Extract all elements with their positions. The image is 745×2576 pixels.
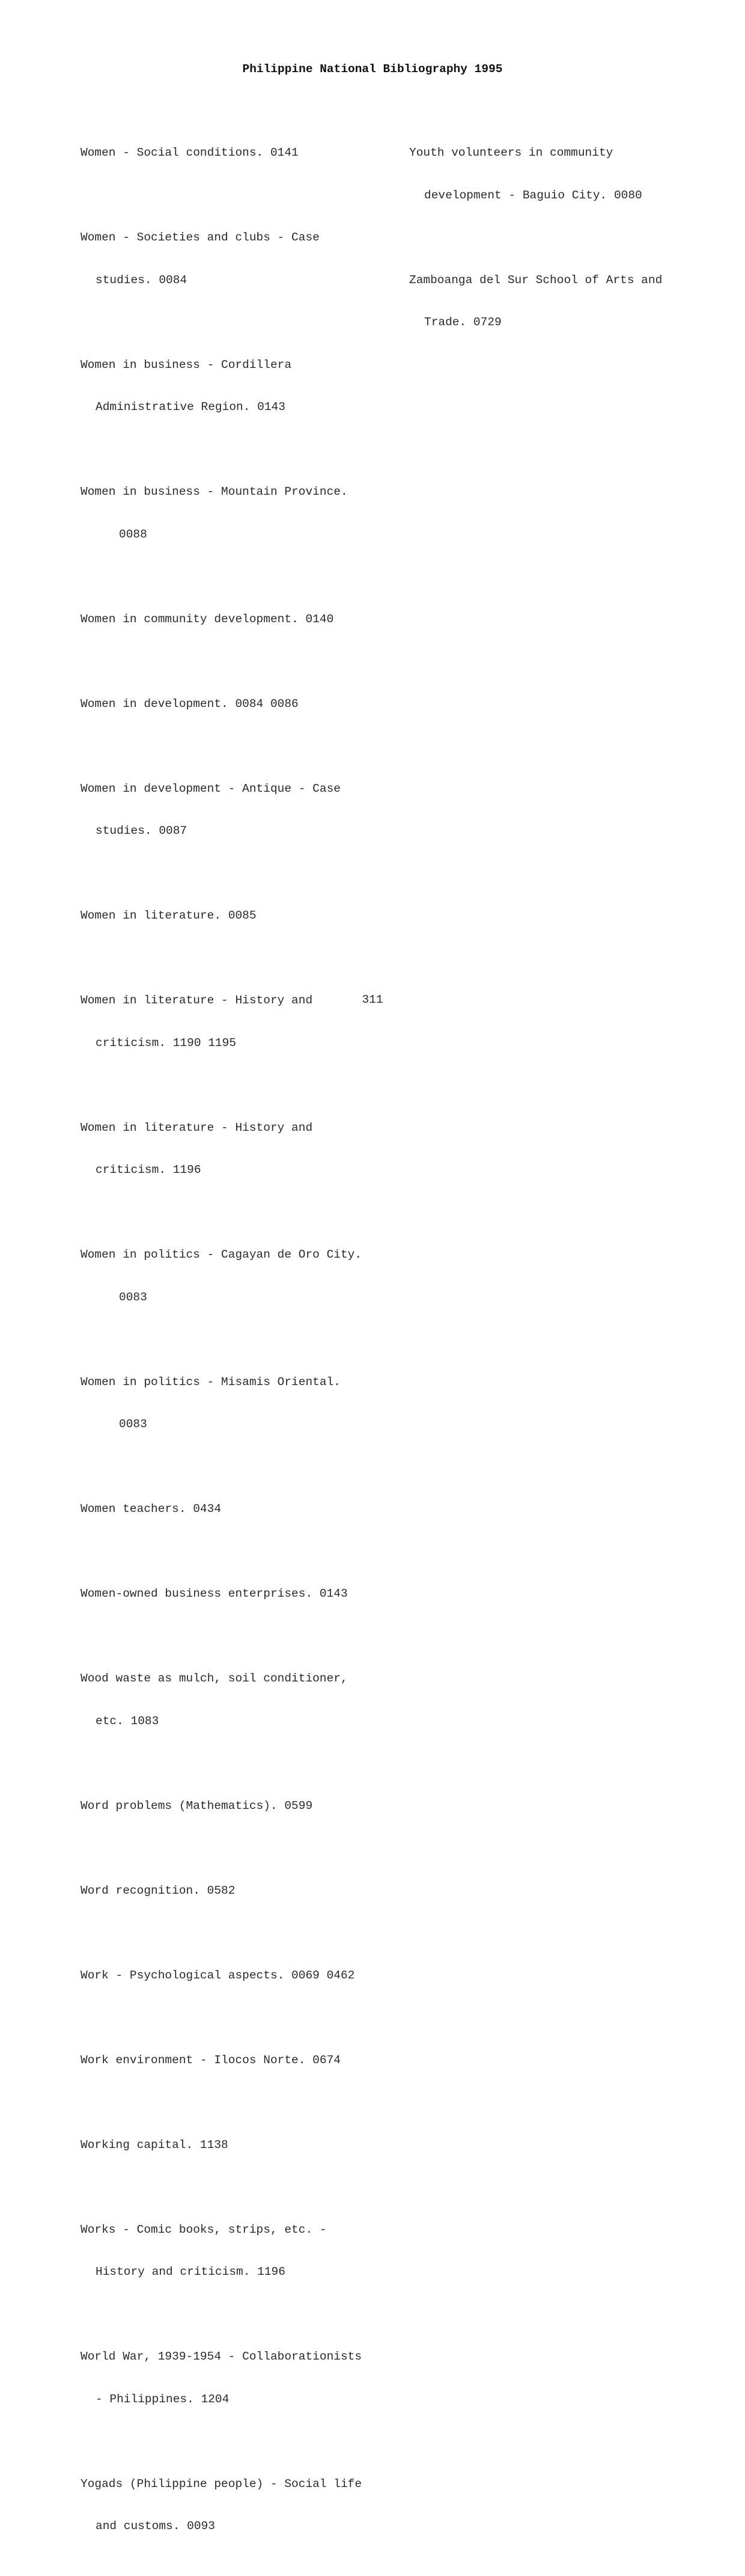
entry-heading: Zamboanga del Sur School of Arts and [409,273,663,287]
index-entry [81,2195,405,2308]
entry-heading: Yogads (Philippine people) - Social life [81,2477,362,2491]
entry-heading: Women in business - Cordillera [81,358,292,372]
entry-heading: Women in community development. 0140 [81,612,334,626]
entry-heading: Works - Comic books, strips, etc. - [81,2223,327,2236]
index-entry [81,1347,405,1460]
index-entry [81,669,405,740]
entry-continuation: 0083 [119,1418,147,1431]
index-entry [81,330,405,443]
entry-heading: World War, 1939-1954 - Collaborationists [81,2350,362,2363]
entry-continuation: criticism. 1190 1195 [96,1036,237,1050]
entry-continuation: Trade. 0729 [424,316,502,329]
index-entry [81,584,405,655]
index-entry [81,1220,405,1333]
entry-continuation: criticism. 1196 [96,1163,201,1176]
entry-heading: Women in development - Antique - Case [81,782,341,795]
index-entry [81,881,405,952]
index-entry [81,1093,405,1206]
entry-heading: Work environment - Ilocos Norte. 0674 [81,2053,341,2067]
index-column-right [409,118,722,372]
entry-heading: Women in politics - Misamis Oriental. [81,1375,341,1389]
entry-heading: Women teachers. 0434 [81,1502,222,1516]
index-entry [81,1771,405,1842]
index-entry [81,457,405,570]
entry-continuation: etc. 1083 [96,1714,159,1728]
entry-continuation: - Philippines. 1204 [96,2392,230,2406]
index-entry [81,1559,405,1630]
entry-continuation: 0088 [119,527,147,541]
entry-heading: Women in development. 0084 0086 [81,697,299,711]
index-entry [81,754,405,867]
entry-heading: Women in business - Mountain Province. [81,485,348,498]
index-entry [81,203,405,316]
entry-heading: Women - Social conditions. 0141 [81,146,299,159]
entry-heading: Women-owned business enterprises. 0143 [81,1587,348,1600]
entry-heading: Word recognition. 0582 [81,1883,236,1897]
index-entry [81,965,405,1078]
page-title: Philippine National Bibliography 1995 [242,63,503,76]
entry-heading: Women in literature - History and [81,1121,313,1134]
entry-heading: Women in literature. 0085 [81,909,257,922]
entry-heading: Youth volunteers in community [409,146,613,159]
index-column-left [81,118,405,2576]
entry-continuation: and customs. 0093 [96,2519,215,2533]
entry-heading: Working capital. 1138 [81,2138,228,2152]
index-entry [81,1644,405,1757]
page-number: 311 [362,993,383,1006]
index-entry [81,2110,405,2181]
entry-heading: Women - Societies and clubs - Case [81,231,320,244]
index-entry [409,118,722,231]
index-entry [81,2322,405,2435]
entry-heading: Wood waste as mulch, soil conditioner, [81,1672,348,1685]
entry-continuation: development - Baguio City. 0080 [424,188,642,202]
entry-continuation: History and criticism. 1196 [96,2265,285,2278]
entry-continuation: Administrative Region. 0143 [96,400,285,414]
index-entry [409,245,722,358]
entry-heading: Word problems (Mathematics). 0599 [81,1799,313,1813]
entry-continuation: studies. 0084 [96,273,187,287]
index-entry [81,2449,405,2562]
entry-heading: Women in politics - Cagayan de Oro City. [81,1248,362,1261]
entry-continuation: 0083 [119,1290,147,1304]
index-entry [81,1941,405,2012]
index-entry [81,1856,405,1927]
entry-continuation: studies. 0087 [96,824,187,837]
index-entry [81,118,405,189]
entry-heading: Women in literature - History and [81,994,313,1007]
entry-heading: Work - Psychological aspects. 0069 0462 [81,1968,355,1982]
index-entry [81,1474,405,1545]
index-entry [81,2025,405,2096]
